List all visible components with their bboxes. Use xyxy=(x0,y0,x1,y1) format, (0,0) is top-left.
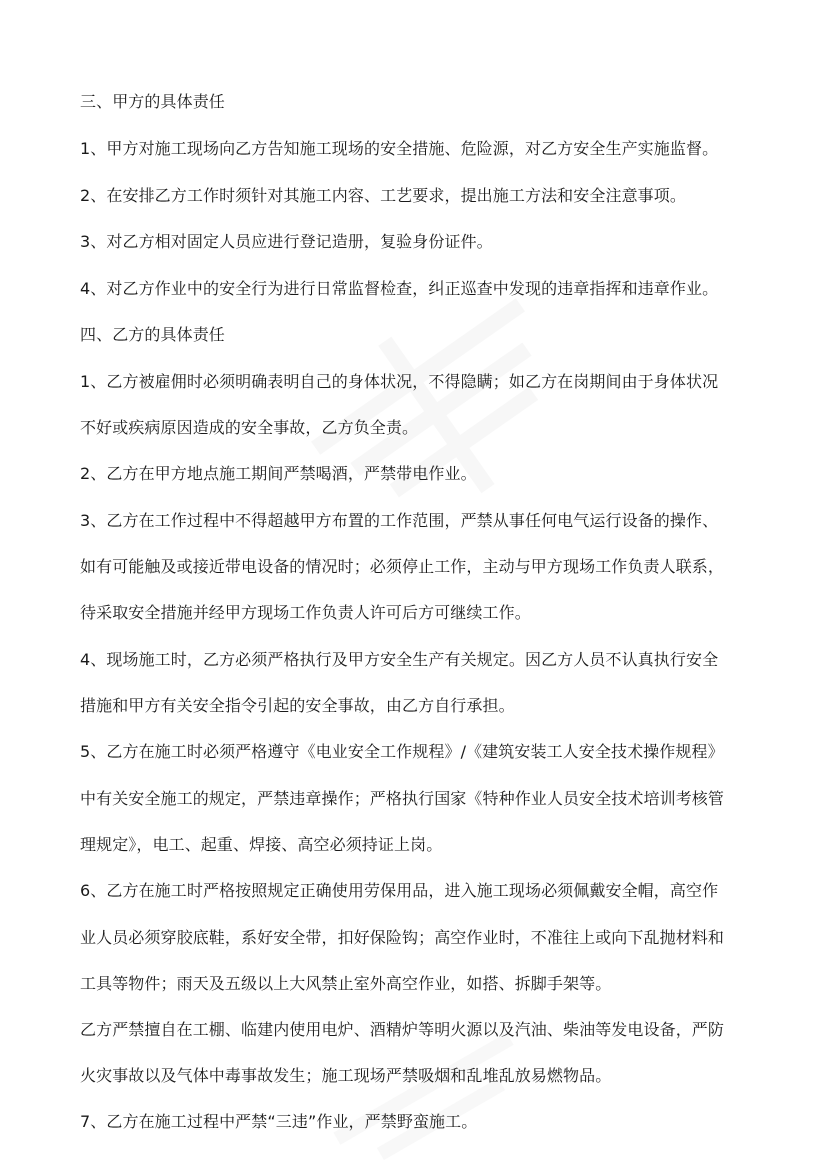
paragraph-line: 5、乙方在施工时必须严格遵守《电业安全工作规程》/《建筑安装工人安全技术操作规程》 xyxy=(80,742,724,761)
paragraph-line: 2、乙方在甲方地点施工期间严禁喝酒，严禁带电作业。 xyxy=(80,464,477,483)
paragraph-line: 业人员必须穿胶底鞋，系好安全带，扣好保险钩；高空作业时，不准往上或向下乱抛材料和 xyxy=(80,928,725,947)
paragraph-line: 3、乙方在工作过程中不得超越甲方布置的工作范围，严禁从事任何电气运行设备的操作、 xyxy=(80,511,719,530)
paragraph-line: 措施和甲方有关安全指令引起的安全事故，由乙方自行承担。 xyxy=(80,696,515,715)
paragraph-line: 1、乙方被雇佣时必须明确表明自己的身体状况，不得隐瞒；如乙方在岗期间由于身体状况 xyxy=(80,372,719,391)
paragraph-line: 4、对乙方作业中的安全行为进行日常监督检查，纠正巡查中发现的违章指挥和违章作业。 xyxy=(80,279,719,298)
paragraph-line: 7、乙方在施工过程中严禁“三违”作业，严禁野蛮施工。 xyxy=(80,1112,478,1131)
paragraph-line: 1、甲方对施工现场向乙方告知施工现场的安全措施、危险源，对乙方安全生产实施监督。 xyxy=(80,139,719,158)
paragraph-line: 6、乙方在施工时严格按照规定正确使用劳保用品，进入施工现场必须佩戴安全帽，高空作 xyxy=(80,881,719,900)
section-heading-party-b: 四、乙方的具体责任 xyxy=(80,325,225,344)
paragraph-line: 2、在安排乙方工作时须针对其施工内容、工艺要求，提出施工方法和安全注意事项。 xyxy=(80,186,686,205)
paragraph-line: 不好或疾病原因造成的安全事故，乙方负全责。 xyxy=(80,418,419,437)
paragraph-line: 如有可能触及或接近带电设备的情况时；必须停止工作，主动与甲方现场工作负责人联系， xyxy=(80,557,725,576)
paragraph-line: 理规定》，电工、起重、焊接、高空必须持证上岗。 xyxy=(80,835,443,854)
section-heading-party-a: 三、甲方的具体责任 xyxy=(80,92,225,111)
watermark-graphic-lower xyxy=(300,1030,560,1170)
paragraph-line: 火灾事故以及气体中毒事故发生；施工现场严禁吸烟和乱堆乱放易燃物品。 xyxy=(80,1066,612,1085)
paragraph-line: 4、现场施工时，乙方必须严格执行及甲方安全生产有关规定。因乙方人员不认真执行安全 xyxy=(80,650,719,669)
paragraph-line: 待采取安全措施并经甲方现场工作负责人许可后方可继续工作。 xyxy=(80,603,531,622)
paragraph-line: 3、对乙方相对固定人员应进行登记造册，复验身份证件。 xyxy=(80,232,493,251)
paragraph-line: 中有关安全施工的规定，严禁违章操作；严格执行国家《特种作业人员安全技术培训考核管 xyxy=(80,789,725,808)
paragraph-line: 工具等物件；雨天及五级以上大风禁止室外高空作业，如搭、拆脚手架等。 xyxy=(80,974,612,993)
paragraph-line: 乙方严禁擅自在工棚、临建内使用电炉、酒精炉等明火源以及汽油、柴油等发电设备，严防 xyxy=(80,1020,725,1039)
